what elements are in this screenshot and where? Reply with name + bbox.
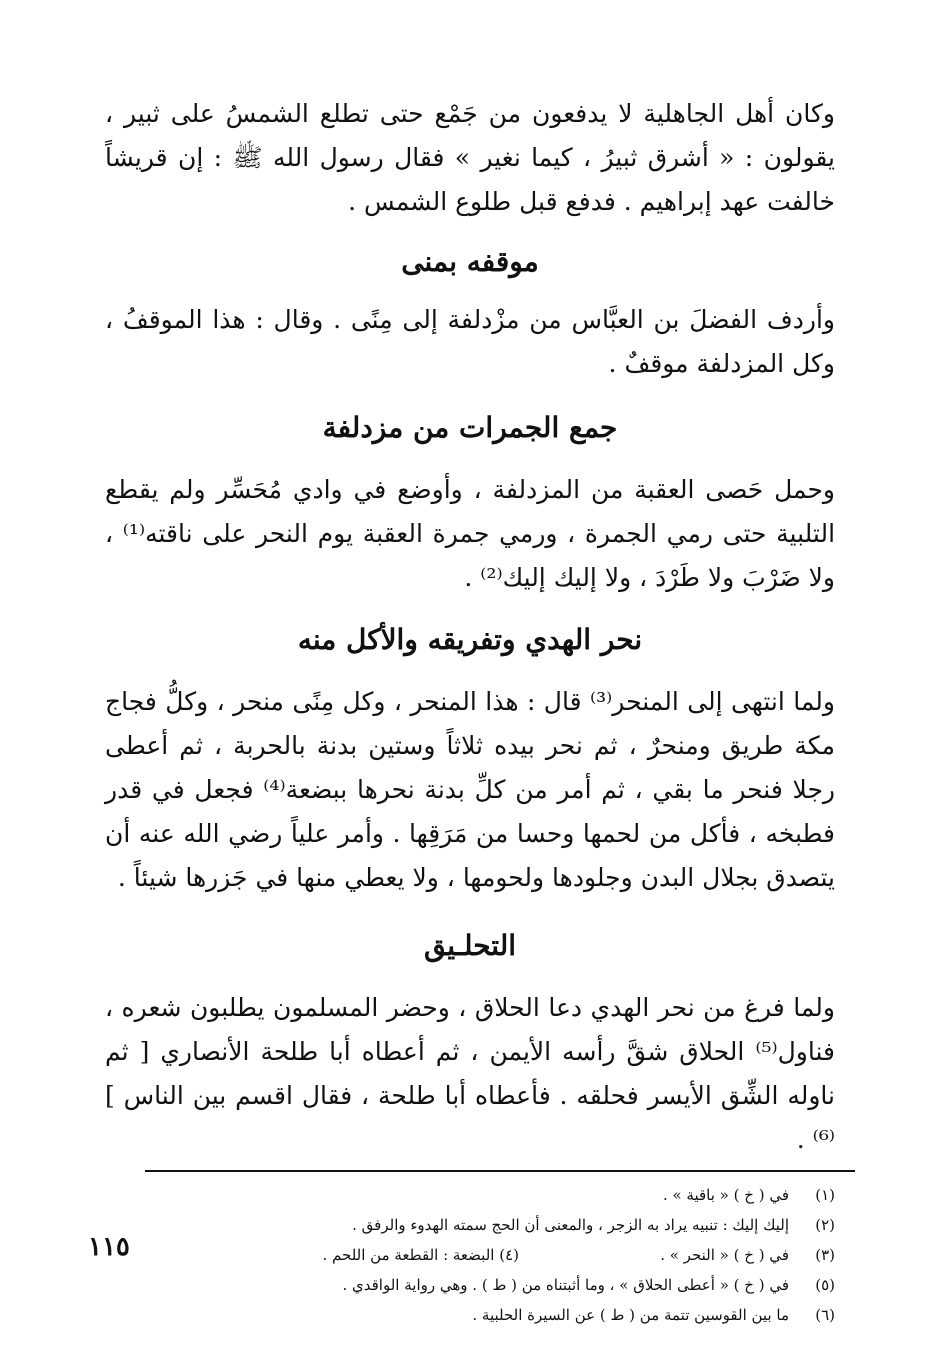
footnote-text: (٤) البضعة : القطعة من اللحم . xyxy=(322,1246,519,1264)
footnote-text: إليك إليك : تنبيه يراد به الزجر ، والمعنى أن الحج سمته الهدوء والرفق . xyxy=(352,1216,789,1234)
footnotes xyxy=(105,1180,835,1330)
footnote-number: (٦) xyxy=(815,1306,835,1324)
footnote-6 xyxy=(105,1300,835,1330)
heading-mina-stand: موقفه بمنى xyxy=(401,245,539,278)
footnote-5 xyxy=(105,1270,835,1300)
footnote-number: (٣) xyxy=(815,1246,835,1264)
heading-collecting-pebbles: جمع الجمرات من مزدلفة xyxy=(322,411,618,444)
footnote-text: في ( خ ) « أعطى الحلاق » ، وما أثبتناه من ( ط ) . وهي رواية الواقدي . xyxy=(342,1276,789,1294)
paragraph-stoning: وحمل حَصى العقبة من المزدلفة ، وأوضع في وادي مُحَسِّر ولم يقطع التلبية حتى رمي الجمرة ، ورمي جمرة العقبة يوم النحر على ناقته⁽¹⁾ ، ولا ضَرْبَ ولا طَرْدَ ، ولا إليك إليك⁽²⁾ . xyxy=(105,475,836,592)
footnote-2 xyxy=(105,1210,835,1240)
paragraph-sacrifice: ولما انتهى إلى المنحر⁽³⁾ قال : هذا المنحر ، وكل مِنًى منحر ، وكلُّ فجاج مكة طريق ومنحرٌ ، ثم نحر بيده ثلاثاً وستين بدنة بالحربة ، ثم أعطى رجلا فنحر ما بقي ، ثم أمر من كلِّ بدنة نحرها ببضعة⁽⁴⁾ فجعل في قدر فطبخه ، فأكل من لحمها وحسا من مَرَقِها . وأمر علياً رضي الله عنه أن يتصدق بجلال البدن وجلودها ولحومها ، ولا يعطي منها في جَزرها شيئاً . xyxy=(105,687,836,892)
paragraph-muzdalifa-departure: وكان أهل الجاهلية لا يدفعون من جَمْع حتى تطلع الشمسُ على ثبير ، يقولون : « أشرق ثبيرُ ، كيما نغير » فقال رسول الله ﷺ : إن قريشاً خالفت عهد إبراهيم . فدفع قبل طلوع الشمس . xyxy=(105,99,835,216)
footnote-number: (١) xyxy=(815,1186,835,1204)
paragraph-shaving: ولما فرغ من نحر الهدي دعا الحلاق ، وحضر المسلمون يطلبون شعره ، فناول⁽⁵⁾ الحلاق شقَّ رأسه الأيمن ، ثم أعطاه أبا طلحة الأنصاري [ ثم ناوله الشِّق الأيسر فحلقه . فأعطاه أبا طلحة ، فقال اقسم بين الناس ]⁽⁶⁾ . xyxy=(105,993,835,1154)
heading-sacrifice: نحر الهدي وتفريقه والأكل منه xyxy=(297,623,643,656)
footnote-3-4 xyxy=(105,1240,835,1270)
footnote-text: في ( خ ) « النحر » . xyxy=(660,1246,789,1264)
paragraph-fadl-ibn-abbas: وأردف الفضلَ بن العبَّاس من مزْدلفة إلى مِنًى . وقال : هذا الموقفُ ، وكل المزدلفة موقفٌ . xyxy=(105,305,835,378)
footnote-number: (٢) xyxy=(815,1216,835,1234)
footnote-number: (٥) xyxy=(815,1276,835,1294)
page-number: ١١٥ xyxy=(88,1232,130,1262)
footnote-1 xyxy=(105,1180,835,1210)
footnote-text: ما بين القوسين تتمة من ( ط ) عن السيرة الحلبية . xyxy=(472,1306,789,1324)
page-body xyxy=(105,92,835,1330)
heading-shaving: التحلـيق xyxy=(423,929,517,962)
footnote-text: في ( خ ) « باقية » . xyxy=(662,1186,789,1204)
footnote-divider xyxy=(145,1170,855,1172)
